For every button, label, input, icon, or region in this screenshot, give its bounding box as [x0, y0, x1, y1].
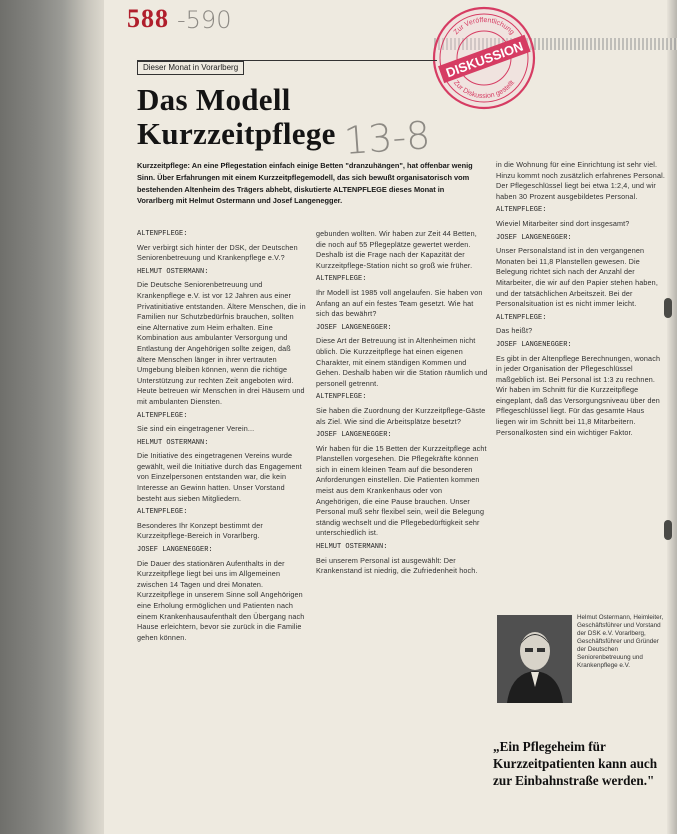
paragraph: Sie haben die Zuordnung der Kurzzeitpflege-Gäste als Ziel. Wie sind die Arbeitsplätze besetzt? [316, 405, 486, 426]
handwritten-page-number: -590 [177, 6, 232, 34]
paragraph: Sie sind ein eingetragener Verein... [137, 424, 255, 434]
paragraph: Ihr Modell ist 1985 voll angelaufen. Sie haben von Anfang an auf ein festes Team gesetzt. Wie hat sich das bewährt? [316, 287, 483, 319]
portrait-photo [497, 615, 572, 703]
stamp-ring-top: Zur Veröffentlichung [452, 16, 516, 37]
speaker-label: JOSEF LANGENEGGER: [316, 323, 392, 332]
paragraph: gebunden wollten. Wir haben zur Zeit 44 Betten, die noch auf 55 Pflegeplätze gewertet werden. Deshalb ist die Frage nach der Kapazität der Kurzzeitpflege-Station nicht so groß wie früher. [316, 229, 477, 270]
pull-quote: „Ein Pflegeheim für Kurzzeitpatienten kann auch zur Einbahnstraße werden." [493, 739, 658, 788]
speaker-label: ALTENPFLEGE: [137, 411, 188, 420]
paragraph: Diese Art der Betreuung ist in Altenheimen nicht üblich. Die Kurzzeitpflege hat einen eigenen Charakter, mit einem ständigen Kommen und Gehen. Deshalb haben wir die Station räumlich und personell getrennt. [316, 336, 488, 388]
paragraph: Die Deutsche Seniorenbetreuung und Krankenpflege e.V. ist vor 12 Jahren aus einer Privatinitiative entstanden. Ältere Menschen, die in Familien nur Schutzbedürfnis brauchen, sollten eine Alternative zum Heim erhalten. Eine Kombination aus ambulanter Versorgung und Entlastung der Angehörigen sollte zeigen, daß ältere Menschen länger in ihrer vertrauten Umgebung bleiben können, wenn die richtige Unterstützung zur rechten Zeit angeboten wird. Heute betreuen wir Menschen in drei Häusern und mit ambulanten Diensten. [137, 280, 306, 406]
paragraph: Bei unserem Personal ist ausgewählt: Der Krankenstand ist niedrig, die Zufriedenheit hoch. [316, 555, 478, 576]
text-column-3 [496, 160, 666, 600]
paragraph: Besonderes Ihr Konzept bestimmt der Kurzzeitpflege-Bereich in Vorarlberg. [137, 520, 263, 541]
article-title-line2: Kurzzeitpflege [137, 116, 336, 151]
text-column-2 [316, 229, 488, 825]
speaker-label: JOSEF LANGENEGGER: [316, 431, 392, 440]
paragraph: Wir haben für die 15 Betten der Kurzzeitpflege acht Planstellen vorgesehen. Die Pflegekräfte können sich in einem kleinen Team auf die besonderen Anforderungen einstellen. Die Patienten kommen meist aus dem Krankenhaus oder von Angehörigen, die eine Pause brauchen. Unser Personal muß sehr flexibel sein, weil die Belegung ständig wechselt und die Pflegebedürftigkeit sehr unterschiedlich ist. [316, 443, 487, 538]
speaker-label: ALTENPFLEGE: [496, 313, 547, 322]
article-lead: Kurzzeitpflege: An eine Pflegestation einfach einige Betten "dranzuhängen", hat offenbar wenig Sinn. Über Erfahrungen mit einem Kurzzeitpflegemodell, das sich bewußt organisatorisch vom bestehenden Altenheim des Trägers abhebt, diskutierte ALTENPFLEGE dieses Monat in Vorarlberg mit Helmut Ostermann und Josef Langenegger. [137, 161, 473, 206]
speaker-label: JOSEF LANGENEGGER: [496, 233, 572, 242]
stamp-label: DISKUSSION [443, 38, 526, 81]
handwritten-note: 13-8 [342, 113, 432, 163]
page-edge [667, 0, 677, 834]
speaker-label: JOSEF LANGENEGGER: [496, 340, 572, 349]
diskussion-stamp [430, 4, 538, 112]
stamp-ring-bottom: Zur Diskussion gestellt [451, 79, 517, 101]
speaker-label: ALTENPFLEGE: [496, 206, 547, 215]
paragraph: Wieviel Mitarbeiter sind dort insgesamt? [496, 218, 630, 228]
paragraph: in die Wohnung für eine Einrichtung ist sehr viel. Hinzu kommt noch zusätzlich erfahrenes Personal. Der Pflegeschlüssel liegt bei etwa 1:2,4, und wir haben 30 Prozent ausgebildetes Personal. [496, 160, 665, 201]
text-column-1 [137, 229, 309, 825]
speaker-label: JOSEF LANGENEGGER: [137, 546, 213, 555]
photo-caption: Helmut Ostermann, Heimleiter, Geschäftsführer und Vorstand der DSK e.V. Vorarlberg, Geschäftsführer und Gründer der Deutschen Seniorenbetreuung und Krankenpflege e.V. [577, 614, 664, 669]
speaker-label: ALTENPFLEGE: [316, 393, 367, 402]
speaker-label: HELMUT OSTERMANN: [137, 438, 209, 447]
speaker-label: HELMUT OSTERMANN: [137, 267, 209, 276]
speaker-label: ALTENPFLEGE: [137, 508, 188, 517]
paragraph: Es gibt in der Altenpflege Berechnungen, wonach in jeder Organisation der Pflegeschlüssel maßgeblich ist. Bei Personal ist 1:3 zu rechnen. Wir haben im Schnitt für die Kurzzeitpflege eingeplant, daß das Versorgungsniveau über den Pflegeschlüssel liegt. Für das gesamte Haus liegen wir im Schnitt bei 11,8 Mitarbeitern. Personalkosten sind ein wichtiger Faktor. [496, 353, 661, 437]
speaker-label: HELMUT OSTERMANN: [316, 543, 388, 552]
section-rubric: Dieser Monat in Vorarlberg [137, 61, 244, 75]
article-title-line1: Das Modell [137, 82, 291, 117]
paragraph: Unser Personalstand ist in den vergangenen Monaten bei 11,8 Planstellen gewesen. Die Belegung richtet sich nach der Anzahl der Mitarbeiter, die wir auf den Papier stehen haben, und der tatsächlichen Arbeitszeit. Bei der Personalsituation ist es nicht immer leicht. [496, 246, 658, 309]
paragraph: Die Dauer des stationären Aufenthalts in der Kurzzeitpflege liegt bei uns im Allgemeinen zwischen 14 Tagen und drei Monaten. Kurzzeitpflege in unserem Sinne soll Angehörigen eine Erholung ermöglichen und Patienten nach einem Krankenhausaufenthalt den Übergang nach Hause erleichtern, bevor sie zurück in die Familie gehen können. [137, 558, 305, 642]
speaker-label: ALTENPFLEGE: [137, 230, 188, 238]
paragraph: Wer verbirgt sich hinter der DSK, der Deutschen Seniorenbetreuung und Krankenpflege e.V.? [137, 242, 298, 263]
speaker-label: ALTENPFLEGE: [316, 275, 367, 284]
paragraph: Die Initiative des eingetragenen Vereins wurde gewählt, weil die Initiative durch das Engagement von Einzelpersonen entstanden war, die kein Interesse an Gewinn hatten. Unser Vorstand besteht aus sieben Mitgliedern. [137, 451, 302, 503]
page-number: 588 [127, 4, 169, 33]
paragraph: Das heißt? [496, 326, 533, 336]
book-binding [0, 0, 104, 834]
